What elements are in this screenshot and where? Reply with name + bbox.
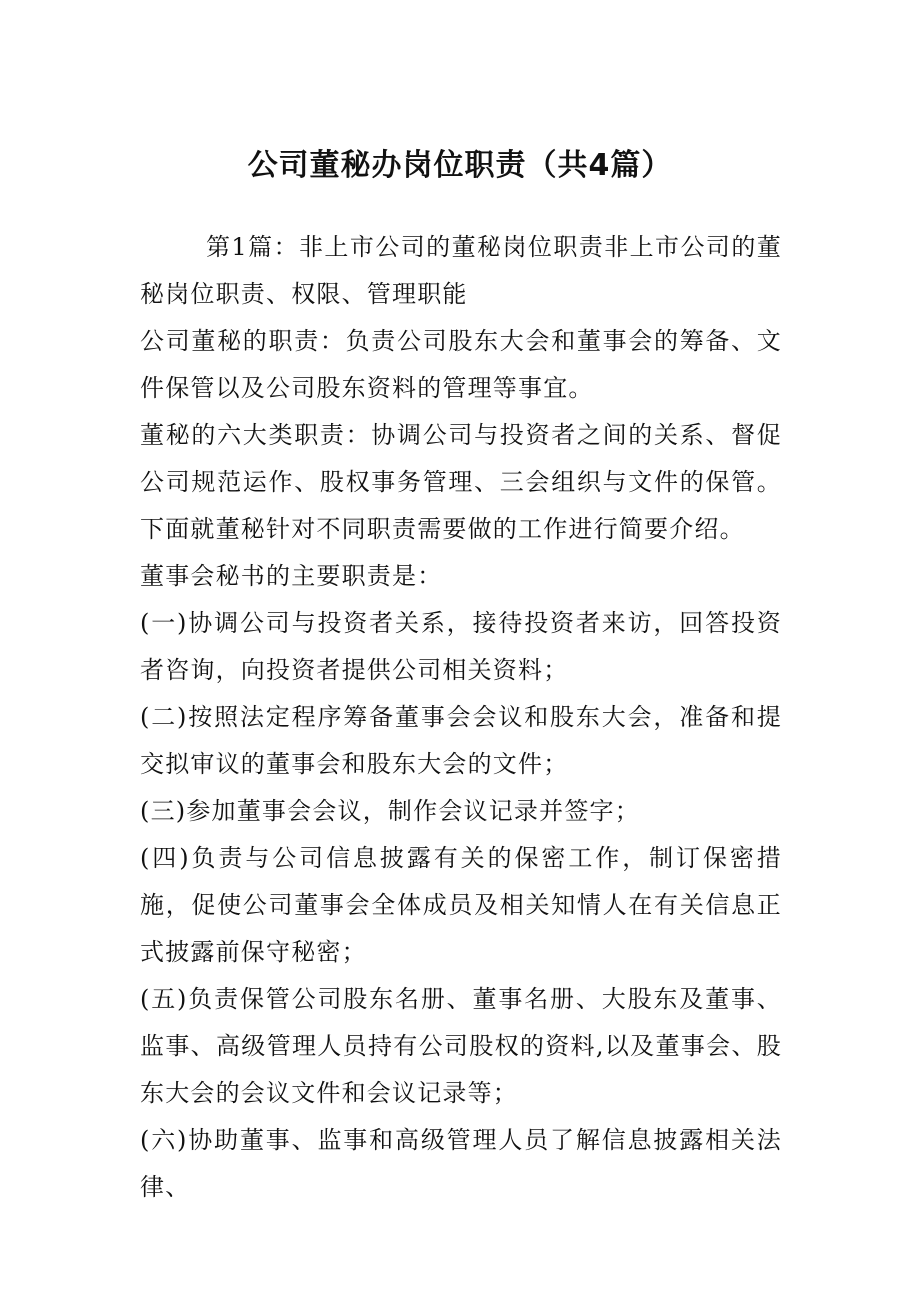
list-item-3: (三)参加董事会会议，制作会议记录并签字； <box>140 797 640 825</box>
list-item-2: (二)按照法定程序筹备董事会会议和股东大会，准备和提交拟审议的董事会和股东大会的文件； <box>140 703 782 778</box>
paragraph-4: 董事会秘书的主要职责是： <box>140 562 443 590</box>
list-item-5: (五)负责保管公司股东名册、董事名册、大股东及董事、监事、高级管理人员持有公司股权的资料,以及董事会、股东大会的会议文件和会议记录等； <box>140 985 782 1107</box>
paragraph-2: 公司董秘的职责：负责公司股东大会和董事会的筹备、文件保管以及公司股东资料的管理等事宜。 <box>140 327 782 402</box>
paragraph-3: 董秘的六大类职责：协调公司与投资者之间的关系、督促公司规范运作、股权事务管理、三会组织与文件的保管。下面就董秘针对不同职责需要做的工作进行简要介绍。 <box>140 421 782 543</box>
document-title: 公司董秘办岗位职责（共4篇） <box>247 148 673 183</box>
document-body <box>140 224 782 1211</box>
list-item-1: (一)协调公司与投资者关系，接待投资者来访，回答投资者咨询，向投资者提供公司相关资料； <box>140 609 782 684</box>
list-item-6: (六)协助董事、监事和高级管理人员了解信息披露相关法律、 <box>140 1126 782 1201</box>
list-item-4: (四)负责与公司信息披露有关的保密工作，制订保密措施，促使公司董事会全体成员及相关知情人在有关信息正式披露前保守秘密； <box>140 844 782 966</box>
paragraph-1: 第1篇：非上市公司的董秘岗位职责非上市公司的董秘岗位职责、权限、管理职能 <box>140 233 782 308</box>
